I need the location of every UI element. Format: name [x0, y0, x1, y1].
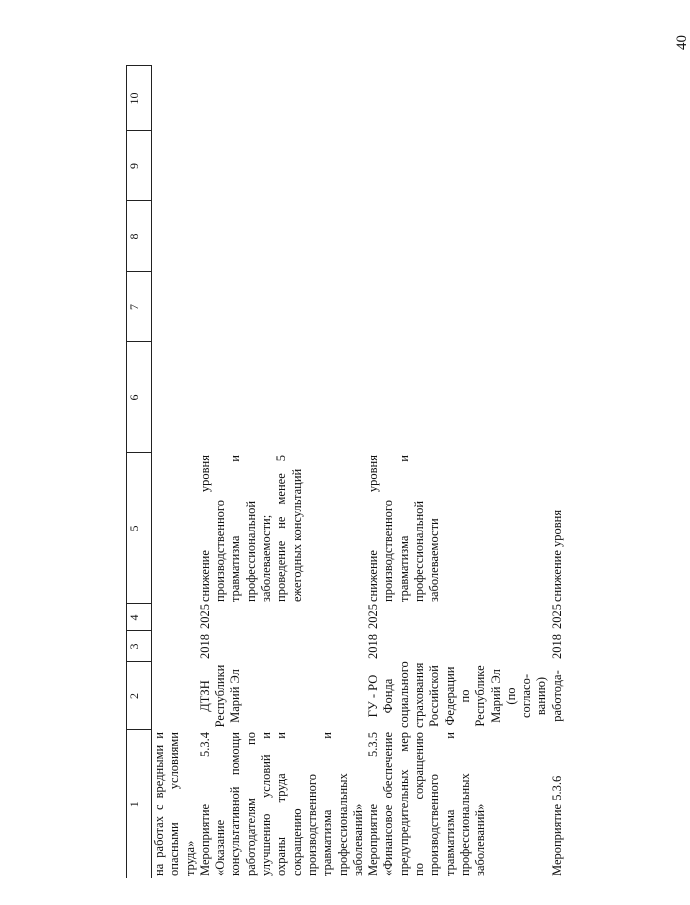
- end-year-cell: 2025: [549, 604, 564, 629]
- end-year-cell: [152, 604, 198, 631]
- table-row: [198, 66, 366, 878]
- indicator-cell: [152, 453, 198, 604]
- event-cell: Мероприятие 5.3.4 «Оказание консультативной помощи работодателям по улучшению условий и охраны труда и сокращению производственного травматизма и профессиональных заболеваний»: [197, 732, 365, 876]
- event-cell: на работах с вредными и опасными условиями труда»: [152, 732, 197, 876]
- table-row: [550, 66, 565, 878]
- column-header: 3: [127, 631, 152, 662]
- executor-cell: ДТЗН Республики Марий Эл: [197, 664, 243, 728]
- column-header: 4: [127, 604, 152, 631]
- executor-cell: [152, 662, 198, 730]
- start-year-cell: 2018: [197, 634, 212, 659]
- event-cell: Мероприятие 5.3.6: [549, 775, 564, 876]
- column-header: 10: [127, 66, 152, 131]
- column-header: 6: [127, 342, 152, 453]
- end-year-cell: 2025: [197, 604, 212, 629]
- executor-cell: ГУ - РО Фонда социального страхования Российской Федерации по Республике Марий Эл (по согласо-ванию): [366, 661, 549, 728]
- executor-cell: работода-: [549, 670, 564, 722]
- indicator-cell: снижение уровня: [549, 509, 564, 602]
- column-header: 8: [127, 201, 152, 272]
- end-year-cell: 2025: [366, 604, 381, 629]
- table-row: [152, 66, 198, 878]
- column-header: 9: [127, 131, 152, 201]
- column-header: 2: [127, 662, 152, 730]
- table-header-row: [127, 66, 152, 878]
- start-year-cell: 2018: [366, 634, 381, 659]
- page-number: 40: [674, 35, 690, 50]
- rotated-page: [126, 66, 632, 878]
- column-header: 1: [127, 730, 152, 878]
- start-year-cell: [152, 631, 198, 662]
- indicator-cell: снижение уровня производственного травматизма и профессиональной заболеваемости; проведение не менее 5 ежегодных консультаций: [197, 455, 304, 602]
- event-cell: Мероприятие 5.3.5 «Финансовое обеспечение предупредительных мер по сокращению производственного травматизма и профессиональных заболеваний»: [366, 732, 488, 876]
- program-table: [126, 66, 565, 879]
- indicator-cell: снижение уровня производственного травматизма и профессиональной заболеваемости: [366, 455, 442, 602]
- table-row: [366, 66, 550, 878]
- column-header: 5: [127, 453, 152, 604]
- start-year-cell: 2018: [549, 634, 564, 659]
- column-header: 7: [127, 272, 152, 342]
